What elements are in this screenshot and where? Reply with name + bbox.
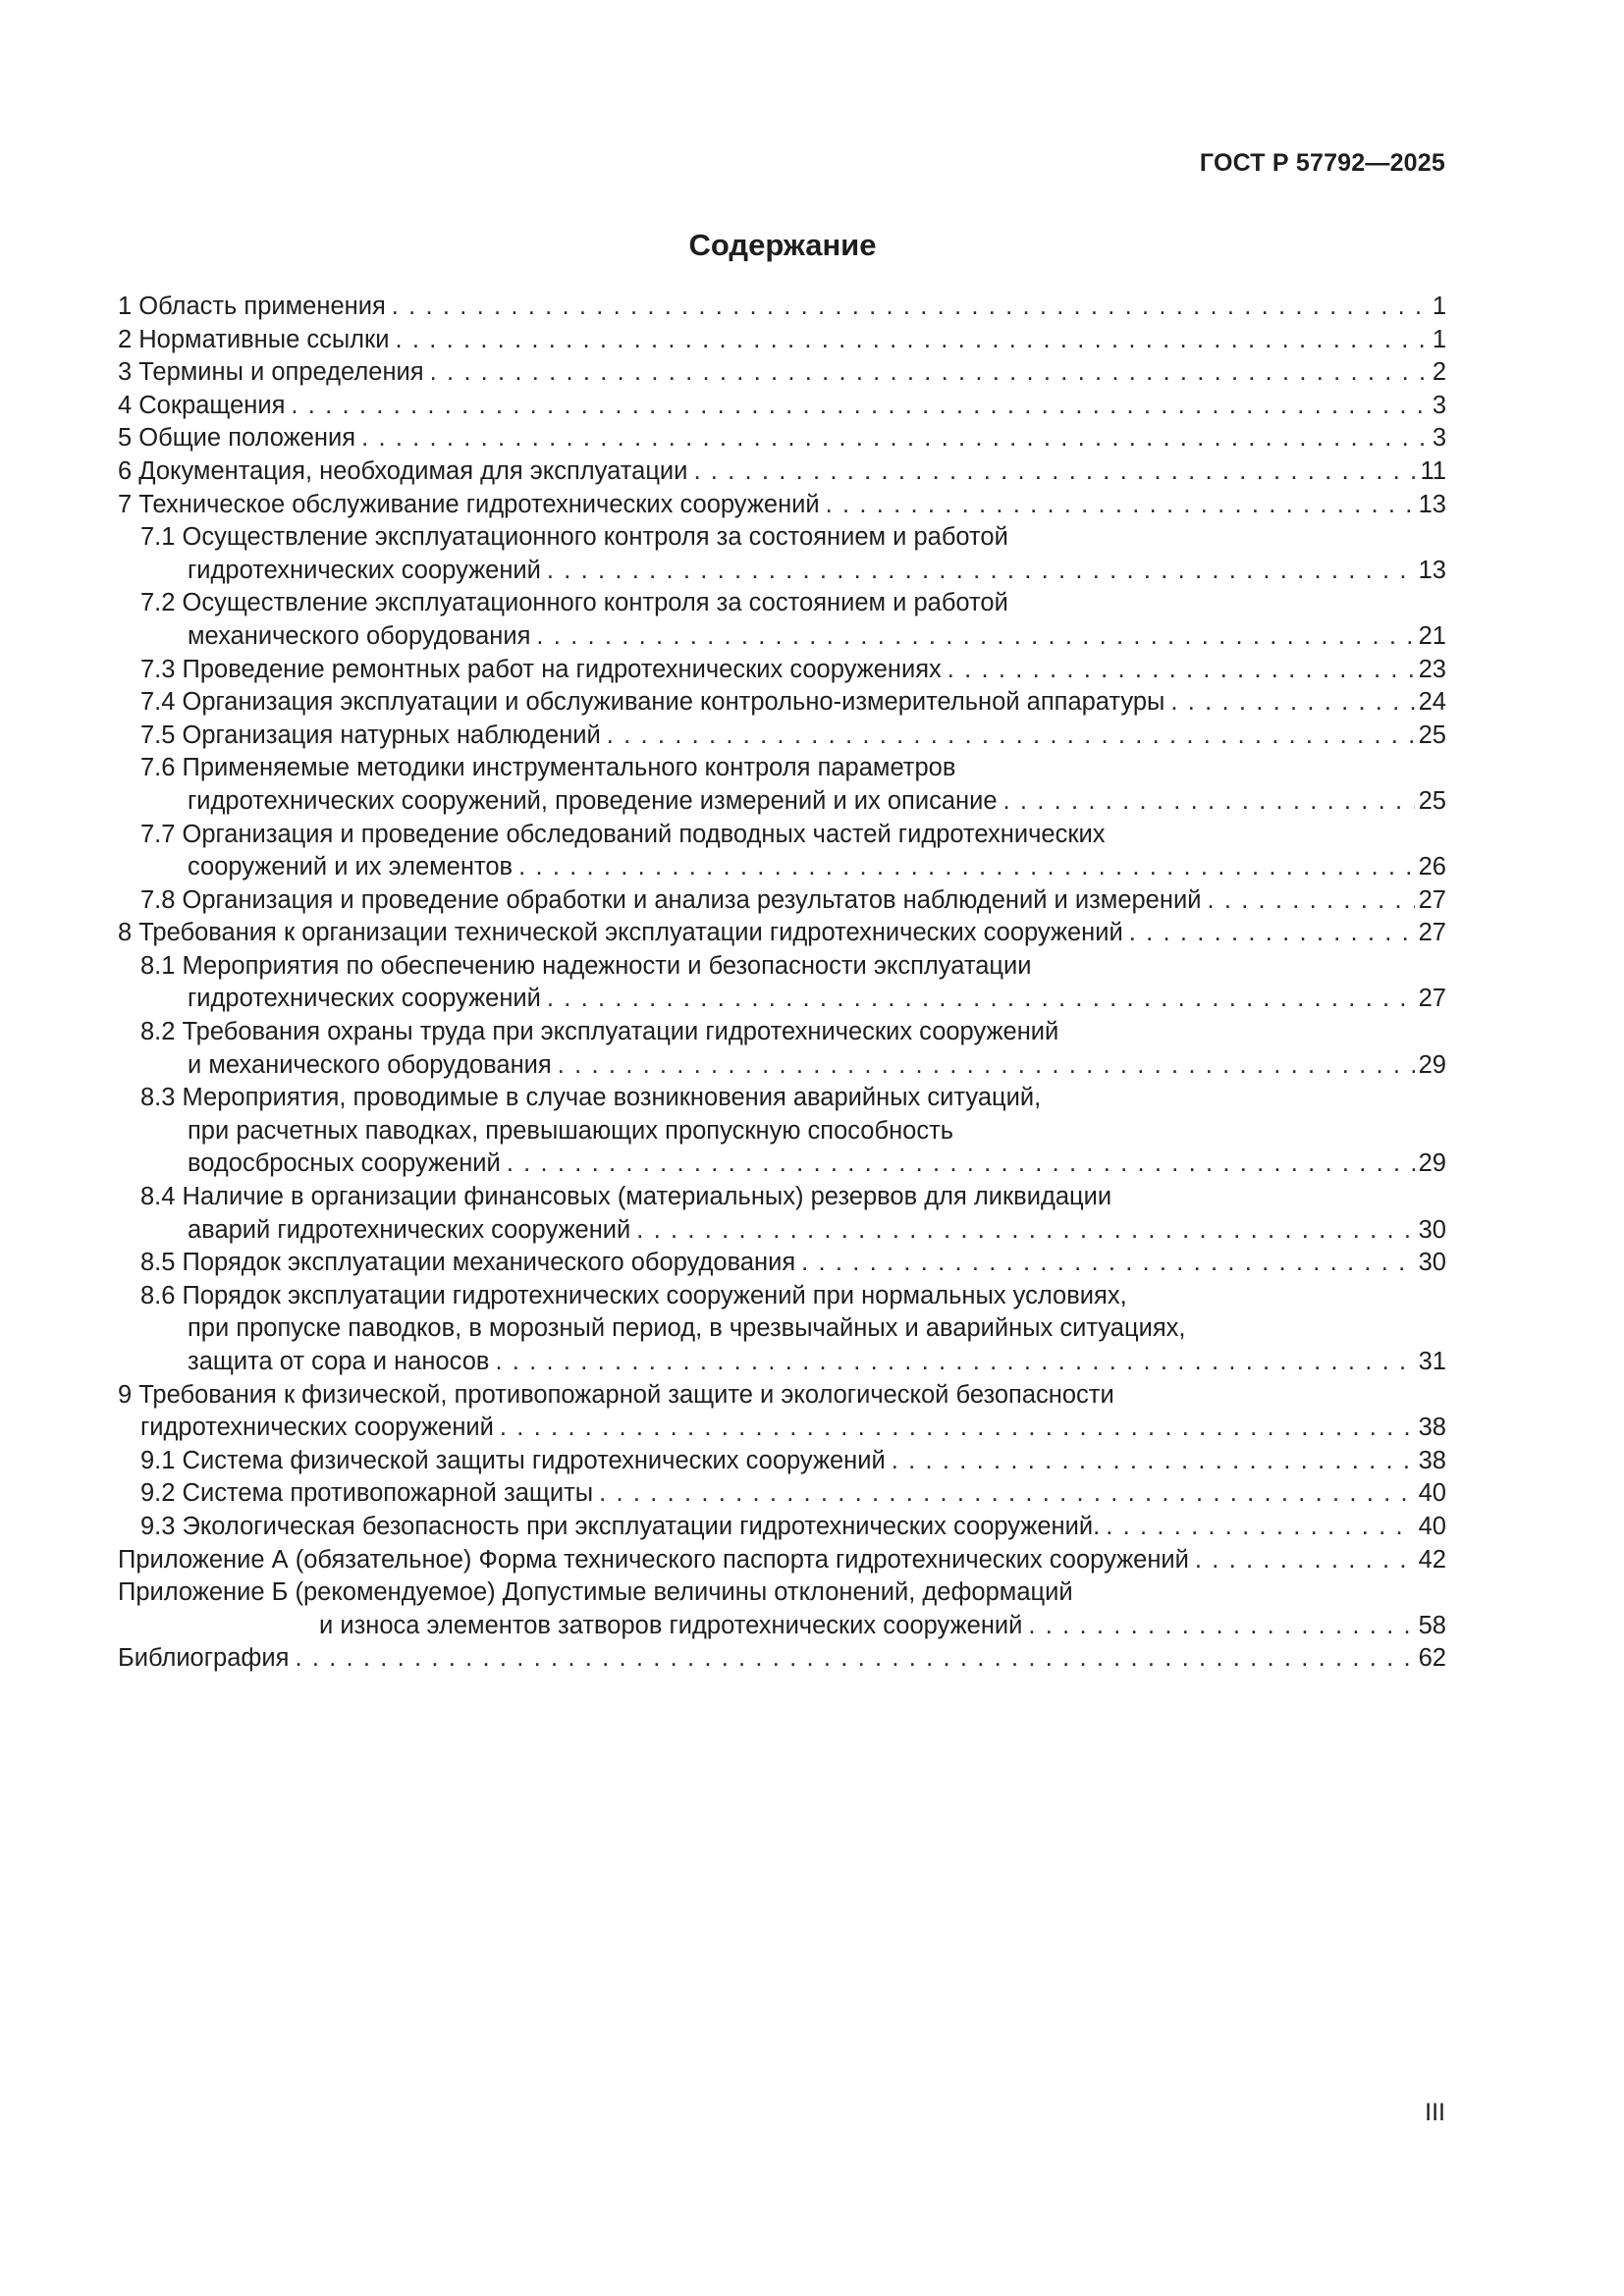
toc-entry-8-2-cont[interactable]: [118, 1049, 1446, 1083]
dot-leader: [547, 555, 1415, 588]
toc-page-number: 25: [1418, 721, 1446, 749]
dot-leader: [947, 654, 1415, 687]
toc-entry-3[interactable]: [118, 356, 1446, 390]
toc-entry-text: 7.2 Осуществление эксплуатационного контроля за состоянием и работой: [140, 589, 1008, 617]
toc-page-number: 27: [1418, 885, 1446, 914]
dot-leader: [547, 983, 1415, 1016]
dot-leader: [395, 324, 1428, 357]
toc-entry-text: гидротехнических сооружений, проведение измерений и их описание: [188, 786, 998, 815]
dot-leader: [558, 1049, 1415, 1083]
dot-leader: [1003, 785, 1415, 819]
toc-entry-7-7-cont[interactable]: [118, 851, 1446, 884]
toc-entry-text: 5 Общие положения: [118, 424, 356, 453]
toc-entry-text: при пропуске паводков, в морозный период, в чрезвычайных и аварийных ситуациях,: [188, 1314, 1186, 1343]
toc-entry-text: сооружений и их элементов: [188, 853, 514, 881]
toc-entry-text: 8.4 Наличие в организации финансовых (материальных) резервов для ликвидации: [140, 1183, 1112, 1211]
toc-page-number: 3: [1432, 424, 1446, 453]
toc-page-number: 2: [1432, 358, 1446, 387]
page-number: III: [1425, 2099, 1445, 2126]
toc-entry-8-2-title[interactable]: [118, 1016, 1446, 1049]
toc-entry-7-3[interactable]: [118, 654, 1446, 687]
dot-leader: [636, 1214, 1414, 1248]
toc-page-number: 25: [1418, 786, 1446, 815]
toc-entry-text: 8.1 Мероприятия по обеспечению надежности и безопасности эксплуатации: [140, 951, 1032, 980]
toc-entry-7-2-cont[interactable]: [118, 620, 1446, 654]
dot-leader: [536, 620, 1414, 654]
toc-entry-8-4-cont[interactable]: [118, 1214, 1446, 1248]
toc-entry-8-6-title[interactable]: [118, 1280, 1446, 1313]
document-code: ГОСТ Р 57792—2025: [1199, 149, 1445, 177]
toc-entry-7-6-title[interactable]: [118, 752, 1446, 785]
toc-entry-2[interactable]: [118, 324, 1446, 357]
toc-entry-text: 9 Требования к физической, противопожарной защите и экологической безопасности: [118, 1380, 1114, 1409]
toc-entry-text: 6 Документация, необходимая для эксплуатации: [118, 456, 688, 485]
toc-entry-text: 8.3 Мероприятия, проводимые в случае возникновения аварийных ситуаций,: [140, 1084, 1042, 1112]
toc-page-number: 29: [1418, 1149, 1446, 1178]
toc-entry-7-7-title[interactable]: [118, 819, 1446, 852]
toc-page-number: 1: [1432, 293, 1446, 320]
toc-entry-text: и износа элементов затворов гидротехнических сооружений: [319, 1611, 1023, 1639]
dot-leader: [495, 1346, 1414, 1379]
toc-page-number: 27: [1418, 919, 1446, 947]
toc-entry-text: 1 Область применения: [118, 293, 386, 320]
toc-entry-text: 3 Термины и определения: [118, 358, 424, 387]
toc-page-number: 11: [1420, 456, 1446, 485]
toc-entry-8-6-cont-2[interactable]: [118, 1346, 1446, 1379]
table-of-contents: [118, 291, 1446, 1676]
dot-leader: [1106, 1511, 1414, 1544]
dot-leader: [801, 1247, 1414, 1280]
toc-page-number: 13: [1418, 490, 1446, 518]
toc-page-number: 27: [1418, 985, 1446, 1013]
toc-entry-9-2[interactable]: [118, 1477, 1446, 1511]
toc-entry-8-1-title[interactable]: [118, 950, 1446, 984]
toc-entry-text: механического оборудования: [188, 621, 531, 650]
toc-page-number: 26: [1418, 853, 1446, 881]
toc-entry-text: 7.7 Организация и проведение обследований подводных частей гидротехнических: [140, 820, 1106, 848]
dot-leader: [518, 851, 1415, 884]
toc-entry-text: аварий гидротехнических сооружений: [188, 1215, 631, 1244]
toc-entry-text: Приложение Б (рекомендуемое) Допустимые величины отклонений, деформаций: [118, 1578, 1073, 1607]
dot-leader: [892, 1445, 1415, 1478]
toc-entry-4[interactable]: [118, 390, 1446, 423]
toc-entry-8-6-cont[interactable]: [118, 1312, 1446, 1346]
toc-entry-9-1[interactable]: [118, 1445, 1446, 1478]
toc-entry-text: 8.2 Требования охраны труда при эксплуатации гидротехнических сооружений: [140, 1018, 1059, 1046]
dot-leader: [295, 1642, 1414, 1676]
toc-entry-text: 9.2 Система противопожарной защиты: [140, 1479, 594, 1508]
dot-leader: [1170, 686, 1414, 720]
toc-entry-text: Приложение А (обязательное) Форма технического паспорта гидротехнических сооружений: [118, 1545, 1189, 1574]
toc-entry-9-title[interactable]: [118, 1379, 1446, 1413]
toc-entry-8-3-title[interactable]: [118, 1082, 1446, 1115]
toc-entry-text: 7.1 Осуществление эксплуатационного контроля за состоянием и работой: [140, 523, 1008, 552]
toc-entry-8-5[interactable]: [118, 1247, 1446, 1280]
dot-leader: [1028, 1610, 1414, 1643]
toc-entry-text: гидротехнических сооружений: [140, 1414, 494, 1442]
toc-entry-text: при расчетных паводках, превышающих пропускную способность: [188, 1116, 954, 1145]
toc-entry-9-cont[interactable]: [118, 1412, 1446, 1445]
toc-entry-text: Библиография: [118, 1644, 290, 1673]
toc-entry-7-4[interactable]: [118, 686, 1446, 720]
toc-page-number: 40: [1418, 1479, 1446, 1508]
toc-entry-text: защита от сора и наносов: [188, 1348, 490, 1375]
toc-page-number: 1: [1432, 325, 1446, 353]
toc-entry-7[interactable]: [118, 489, 1446, 522]
toc-entry-7-5[interactable]: [118, 720, 1446, 753]
dot-leader: [361, 422, 1429, 455]
toc-page-number: 13: [1418, 556, 1446, 584]
dot-leader: [607, 720, 1415, 753]
toc-entry-6[interactable]: [118, 455, 1446, 489]
toc-entry-text: 4 Сокращения: [118, 391, 286, 419]
toc-entry-text: гидротехнических сооружений: [188, 985, 541, 1013]
toc-entry-text: 7.5 Организация натурных наблюдений: [140, 721, 601, 749]
toc-entry-7-8[interactable]: [118, 884, 1446, 918]
toc-page-number: 21: [1418, 621, 1446, 650]
toc-entry-7-2-title[interactable]: [118, 587, 1446, 620]
dot-leader: [1195, 1544, 1415, 1577]
toc-entry-9-3[interactable]: [118, 1511, 1446, 1544]
dot-leader: [599, 1477, 1415, 1511]
dot-leader: [826, 489, 1415, 522]
toc-entry-bibliography[interactable]: [118, 1642, 1446, 1676]
toc-page-number: 30: [1418, 1215, 1446, 1244]
dot-leader: [693, 455, 1416, 489]
toc-page-number: 24: [1418, 688, 1446, 717]
toc-entry-text: 9.3 Экологическая безопасность при эксплуатации гидротехнических сооружений.: [140, 1512, 1101, 1540]
toc-page-number: 58: [1418, 1611, 1446, 1639]
toc-entry-text: 7 Техническое обслуживание гидротехнических сооружений: [118, 490, 820, 518]
toc-entry-8-4-title[interactable]: [118, 1181, 1446, 1214]
dot-leader: [291, 390, 1428, 423]
toc-entry-8-1-cont[interactable]: [118, 983, 1446, 1016]
dot-leader: [1129, 917, 1415, 950]
dot-leader: [392, 291, 1429, 324]
toc-entry-appendix-b-cont[interactable]: [118, 1610, 1446, 1643]
toc-page-number: 29: [1418, 1050, 1446, 1079]
toc-entry-appendix-a[interactable]: [118, 1544, 1446, 1577]
toc-page-number: 40: [1418, 1512, 1446, 1540]
toc-entry-text: и механического оборудования: [188, 1050, 552, 1079]
toc-page-number: 31: [1418, 1348, 1446, 1375]
toc-entry-text: 7.8 Организация и проведение обработки и анализа результатов наблюдений и измерений: [140, 885, 1202, 914]
toc-entry-text: 9.1 Система физической защиты гидротехнических сооружений: [140, 1446, 886, 1474]
toc-entry-7-1-cont[interactable]: [118, 555, 1446, 588]
toc-entry-text: 2 Нормативные ссылки: [118, 325, 390, 353]
toc-entry-text: 8.5 Порядок эксплуатации механического оборудования: [140, 1249, 796, 1277]
toc-entry-8[interactable]: [118, 917, 1446, 950]
toc-entry-text: 8 Требования к организации технической эксплуатации гидротехнических сооружений: [118, 919, 1123, 947]
dot-leader: [500, 1412, 1415, 1445]
toc-entry-text: водосбросных сооружений: [188, 1149, 501, 1178]
toc-page-number: 42: [1418, 1545, 1446, 1574]
toc-page-number: 30: [1418, 1249, 1446, 1277]
toc-entry-text: 7.6 Применяемые методики инструментального контроля параметров: [140, 754, 956, 782]
toc-page-number: 23: [1418, 655, 1446, 683]
toc-page-number: 38: [1418, 1446, 1446, 1474]
toc-entry-5[interactable]: [118, 422, 1446, 455]
page-title: Содержание: [688, 228, 877, 262]
toc-page-number: 38: [1418, 1414, 1446, 1442]
toc-entry-text: 7.3 Проведение ремонтных работ на гидротехнических сооружениях: [140, 655, 942, 683]
toc-entry-1[interactable]: [118, 291, 1446, 324]
toc-entry-8-3-cont[interactable]: [118, 1115, 1446, 1148]
dot-leader: [1207, 884, 1414, 918]
toc-entry-8-3-cont-2[interactable]: [118, 1148, 1446, 1181]
toc-entry-text: 7.4 Организация эксплуатации и обслуживание контрольно-измерительной аппаратуры: [140, 688, 1165, 717]
toc-entry-appendix-b-title[interactable]: [118, 1576, 1446, 1610]
toc-entry-7-1-title[interactable]: [118, 521, 1446, 555]
toc-entry-text: гидротехнических сооружений: [188, 556, 541, 584]
dot-leader: [507, 1148, 1415, 1181]
dot-leader: [430, 356, 1429, 390]
toc-page-number: 3: [1432, 391, 1446, 419]
toc-entry-text: 8.6 Порядок эксплуатации гидротехнических сооружений при нормальных условиях,: [140, 1281, 1127, 1309]
toc-entry-7-6-cont[interactable]: [118, 785, 1446, 819]
toc-page-number: 62: [1418, 1644, 1446, 1673]
